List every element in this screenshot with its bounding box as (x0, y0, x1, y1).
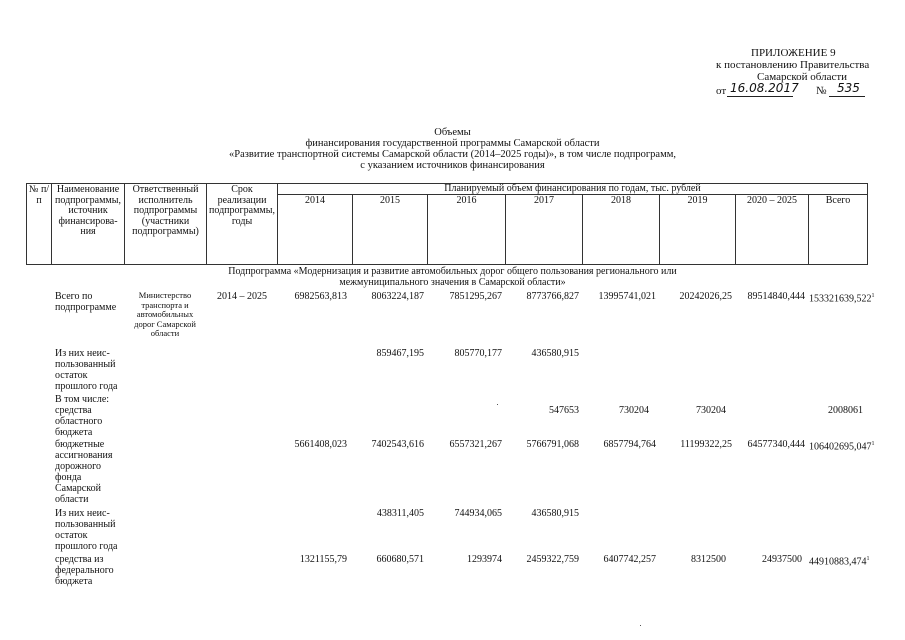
header-col-planned: Планируемый объем финансирования по годам, тыс. рублей (444, 183, 701, 194)
row-total (809, 439, 875, 453)
footnote-mark: 1 (871, 441, 875, 447)
row-name: Из них неис-пользованный остаток прошлого года (55, 348, 118, 392)
row-value: 436580,915 (531, 348, 579, 359)
row-value: 744934,065 (454, 508, 502, 519)
header-bottom-border (26, 264, 868, 265)
date-underline (727, 96, 793, 97)
header-year: 2016 (456, 195, 477, 206)
title-line2: финансирования государственной программы Самарской области (305, 138, 600, 149)
title-line1: Объемы (434, 127, 471, 138)
appendix-line2: к постановлению Правительства (716, 59, 870, 71)
row-total (809, 291, 875, 305)
row-value: 6557321,267 (449, 439, 502, 450)
row-total-value: 153321639,522 (809, 293, 872, 305)
appendix-label: ПРИЛОЖЕНИЕ 9 (751, 47, 836, 59)
header-year: 2015 (380, 195, 400, 206)
row-value: 1321155,79 (299, 554, 347, 565)
row-total-value: 44910883,474 (809, 556, 867, 568)
row-name: бюджетные ассигнования дорожного фонда Самарской области (55, 439, 113, 505)
row-value: 730204 (696, 405, 726, 416)
header-col-no: № п/п (28, 184, 50, 206)
row-total (809, 554, 870, 568)
row-label-including: В том числе: (55, 394, 110, 405)
row-value: 5661408,023 (294, 439, 347, 450)
row-value: 6407742,257 (603, 554, 656, 565)
row-total: 2008061 (828, 405, 863, 416)
row-value: 7851295,267 (449, 291, 502, 302)
row-value: 730204 (619, 405, 649, 416)
row-value: 89514840,444 (747, 291, 805, 302)
handwritten-number: 535 (837, 81, 860, 95)
row-value: 24937500 (762, 554, 802, 565)
row-name: средства областного бюджета (55, 405, 103, 438)
row-value: 8773766,827 (526, 291, 579, 302)
grid-col-line (867, 183, 868, 264)
subprogram-title-line2: межмуниципального значения в Самарской области» (339, 277, 566, 288)
row-value: 7402543,616 (371, 439, 424, 450)
appendix-line3: Самарской области (757, 71, 848, 83)
title-line3: «Развитие транспортной системы Самарской области (2014–2025 годы)», в том числе подпрограмм, (228, 149, 677, 160)
date-from-label: от (716, 85, 727, 97)
handwritten-date: 16.08.2017 (730, 81, 799, 95)
row-value: 8312500 (691, 554, 726, 565)
row-name: Из них неис-пользованный остаток прошлого года (55, 508, 118, 552)
row-executor: Министерство транспорта и автомобильных дорог Самарской области (134, 290, 196, 338)
row-value: 13995741,021 (598, 291, 656, 302)
header-year: 2020 – 2025 (747, 195, 797, 206)
header-col-name: Наименование подпрограммы, источник финансирова-ния (55, 184, 121, 237)
header-year: 2014 (305, 195, 325, 206)
row-value: 8063224,187 (371, 291, 424, 302)
row-value: 547653 (549, 405, 579, 416)
row-value: 859467,195 (376, 348, 424, 359)
scan-speck (640, 625, 641, 626)
header-year-total: Всего (825, 195, 851, 206)
header-year: 2018 (611, 195, 631, 206)
row-value: 11199322,25 (680, 439, 732, 450)
header-col-executor: Ответственный исполнитель подпрограммы (участники подпрограммы) (132, 184, 199, 237)
row-value: 6857794,764 (603, 439, 656, 450)
footnote-mark: 1 (866, 556, 870, 562)
number-label: № (816, 85, 827, 97)
row-name: средства из федерального бюджета (55, 554, 114, 587)
row-period: 2014 – 2025 (217, 291, 267, 302)
scan-speck (497, 404, 498, 405)
header-col-period: Срок реализации подпрограммы, годы (209, 184, 275, 227)
row-name: Всего по подпрограмме (55, 291, 117, 313)
row-value: 6982563,813 (294, 291, 347, 302)
footnote-mark: 1 (871, 293, 875, 299)
header-year: 2017 (534, 195, 554, 206)
number-underline (829, 96, 865, 97)
row-value: 64577340,444 (747, 439, 805, 450)
row-value: 5766791,068 (526, 439, 579, 450)
row-total-value: 106402695,047 (809, 441, 872, 453)
row-value: 660680,571 (376, 554, 424, 565)
row-value: 805770,177 (454, 348, 502, 359)
row-value: 436580,915 (531, 508, 579, 519)
row-value: 2459322,759 (526, 554, 579, 565)
row-value: 1293974 (467, 554, 502, 565)
row-value: 20242026,25 (679, 291, 732, 302)
grid-col-line (206, 183, 207, 264)
title-line4: с указанием источников финансирования (360, 160, 545, 171)
subprogram-title-line1: Подпрограмма «Модернизация и развитие автомобильных дорог общего пользования регионального или (228, 266, 677, 277)
header-year: 2019 (687, 195, 708, 206)
row-value: 438311,405 (376, 508, 424, 519)
